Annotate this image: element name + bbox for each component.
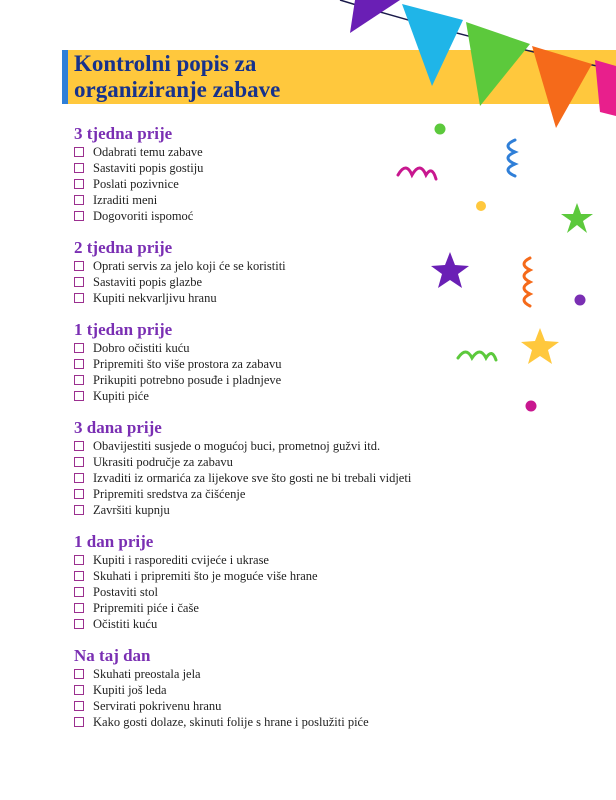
checklist-item [74, 192, 434, 208]
item-text: Dogovoriti ispomoć [93, 208, 194, 223]
confetti-dot-purple [575, 295, 586, 306]
checklist-item [74, 682, 434, 698]
checkbox[interactable] [74, 195, 84, 205]
checklist-item [74, 486, 434, 502]
checklist-item [74, 698, 434, 714]
checklist-item [74, 616, 434, 632]
item-text: Obavijestiti susjede o mogućoj buci, prometnoj gužvi itd. [93, 438, 381, 453]
item-text: Sastaviti popis glazbe [93, 274, 203, 289]
title-accent-bar [62, 50, 68, 104]
item-text: Servirati pokrivenu hranu [93, 698, 222, 713]
checkbox[interactable] [74, 163, 84, 173]
checklist-item [74, 258, 434, 274]
section-heading: 1 tjedan prije [74, 320, 173, 339]
checkbox[interactable] [74, 441, 84, 451]
checkbox[interactable] [74, 473, 84, 483]
item-text: Skuhati preostala jela [93, 666, 201, 681]
checklist-items [74, 552, 434, 632]
checkbox[interactable] [74, 457, 84, 467]
section-heading: 1 dan prije [74, 532, 154, 551]
checklist-item [74, 388, 434, 404]
checklist-item [74, 274, 434, 290]
checklist-item [74, 568, 434, 584]
checkbox[interactable] [74, 701, 84, 711]
checklist-section [74, 238, 434, 306]
confetti-dot-yellow [476, 201, 486, 211]
item-text: Pripremiti piće i čaše [93, 600, 199, 615]
item-text: Postaviti stol [93, 584, 158, 599]
checklist-item [74, 356, 434, 372]
checklist-item [74, 438, 434, 454]
star-green [561, 203, 593, 233]
checkbox[interactable] [74, 277, 84, 287]
checkbox[interactable] [74, 147, 84, 157]
checklist [74, 124, 434, 744]
checkbox[interactable] [74, 685, 84, 695]
checkbox[interactable] [74, 669, 84, 679]
star-yellow [521, 328, 559, 364]
checkbox[interactable] [74, 619, 84, 629]
checkbox[interactable] [74, 211, 84, 221]
checkbox[interactable] [74, 505, 84, 515]
item-text: Kupiti još leda [93, 682, 167, 697]
checklist-item [74, 552, 434, 568]
section-heading: 3 tjedna prije [74, 124, 173, 143]
checklist-item [74, 714, 434, 730]
section-heading: 3 dana prije [74, 418, 162, 437]
item-text: Kako gosti dolaze, skinuti folije s hrane i poslužiti piće [93, 714, 369, 729]
item-text: Pripremiti što više prostora za zabavu [93, 356, 282, 371]
item-text: Poslati pozivnice [93, 176, 179, 191]
checkbox[interactable] [74, 587, 84, 597]
confetti-dot-green [435, 124, 446, 135]
confetti-streamer-green [458, 352, 496, 360]
checkbox[interactable] [74, 717, 84, 727]
checkbox[interactable] [74, 293, 84, 303]
checklist-item [74, 340, 434, 356]
confetti-streamer-orange [524, 258, 530, 306]
item-text: Sastaviti popis gostiju [93, 160, 204, 175]
checklist-item [74, 290, 434, 306]
item-text: Izraditi meni [93, 192, 158, 207]
checklist-item [74, 584, 434, 600]
checklist-item [74, 176, 434, 192]
item-text: Očistiti kuću [93, 616, 158, 631]
checkbox[interactable] [74, 375, 84, 385]
checkbox[interactable] [74, 359, 84, 369]
section-heading: 2 tjedna prije [74, 238, 173, 257]
checkbox[interactable] [74, 555, 84, 565]
confetti-streamer-blue [508, 140, 515, 176]
item-text: Kupiti i rasporediti cvijeće i ukrase [93, 552, 269, 567]
checklist-item [74, 454, 434, 470]
checkbox[interactable] [74, 571, 84, 581]
item-text: Dobro očistiti kuću [93, 340, 190, 355]
item-text: Skuhati i pripremiti što je moguće više hrane [93, 568, 318, 583]
item-text: Pripremiti sredstva za čišćenje [93, 486, 246, 501]
checklist-item [74, 470, 434, 486]
checklist-items [74, 258, 434, 306]
checklist-items [74, 340, 434, 404]
item-text: Kupiti nekvarljivu hranu [93, 290, 217, 305]
checklist-section [74, 646, 434, 730]
checklist-item [74, 502, 434, 518]
checklist-item [74, 372, 434, 388]
checkbox[interactable] [74, 489, 84, 499]
checklist-item [74, 666, 434, 682]
checklist-item [74, 600, 434, 616]
item-text: Prikupiti potrebno posuđe i pladnjeve [93, 372, 282, 387]
checkbox[interactable] [74, 343, 84, 353]
item-text: Kupiti piće [93, 388, 149, 403]
checklist-items [74, 144, 434, 224]
checklist-section [74, 320, 434, 404]
page-title: Kontrolni popis za organiziranje zabave [74, 51, 281, 102]
checkbox[interactable] [74, 603, 84, 613]
checklist-item [74, 160, 434, 176]
checklist-section [74, 418, 434, 518]
checkbox[interactable] [74, 391, 84, 401]
checklist-item [74, 208, 434, 224]
checklist-section [74, 124, 434, 224]
confetti-dot-magenta [526, 401, 537, 412]
section-heading: Na taj dan [74, 646, 151, 665]
bunting-flag-purple [350, 0, 400, 33]
checklist-items [74, 666, 434, 730]
item-text: Izvaditi iz ormarića za lijekove sve što gosti ne bi trebali vidjeti [93, 470, 412, 485]
item-text: Odabrati temu zabave [93, 144, 203, 159]
item-text: Ukrasiti područje za zabavu [93, 454, 233, 469]
checkbox[interactable] [74, 261, 84, 271]
checklist-section [74, 532, 434, 632]
star-purple [431, 252, 469, 288]
item-text: Završiti kupnju [93, 502, 170, 517]
checklist-item [74, 144, 434, 160]
checkbox[interactable] [74, 179, 84, 189]
checklist-items [74, 438, 434, 518]
item-text: Oprati servis za jelo koji će se koristiti [93, 258, 286, 273]
